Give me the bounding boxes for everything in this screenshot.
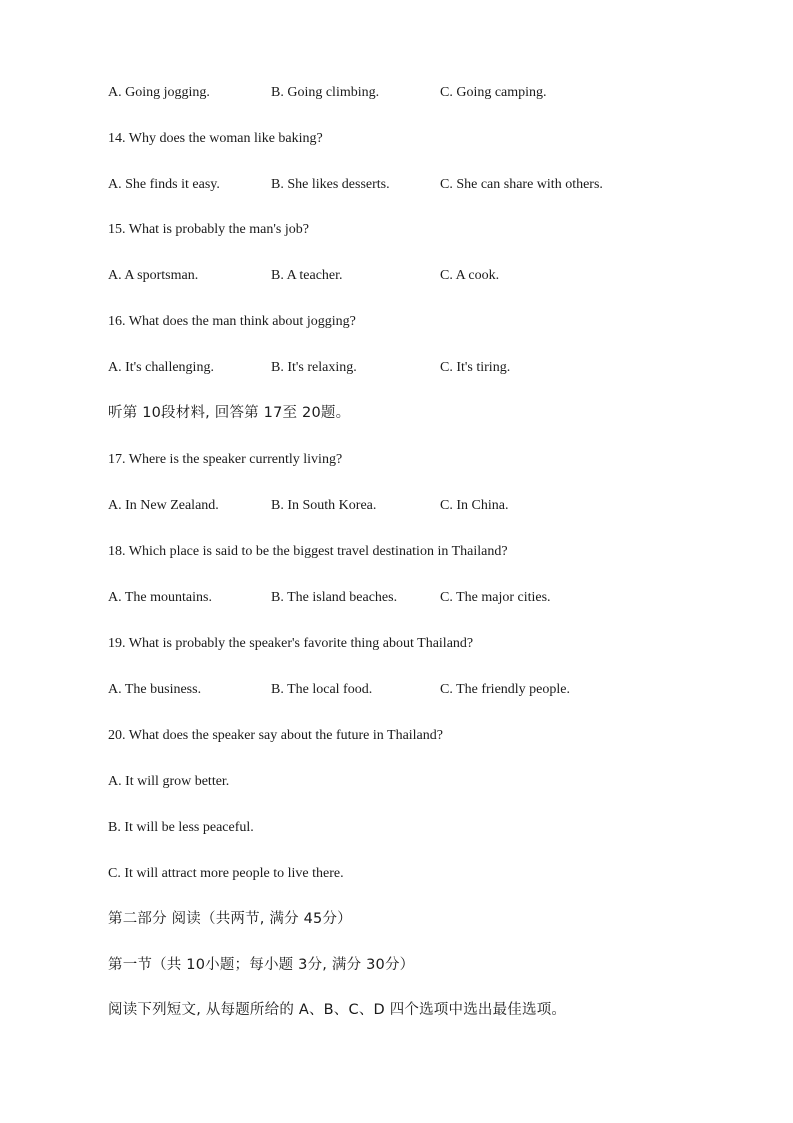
q20-option-c: C. It will attract more people to live there.: [108, 866, 344, 881]
q15-option-a: A. A sportsman.: [108, 268, 199, 283]
part2-title: 第二部分 阅读（共两节, 满分 45分）: [108, 911, 352, 927]
q16-option-b: B. It's relaxing.: [271, 360, 357, 375]
q20-question: 20. What does the speaker say about the future in Thailand?: [108, 728, 443, 743]
q17-option-a: A. In New Zealand.: [108, 498, 219, 513]
q18-option-c: C. The major cities.: [440, 590, 551, 605]
q20-option-b: B. It will be less peaceful.: [108, 820, 254, 835]
q13-option-b: B. Going climbing.: [271, 85, 380, 100]
q17-option-c: C. In China.: [440, 498, 509, 513]
q19-option-a: A. The business.: [108, 682, 202, 697]
q14-option-b: B. She likes desserts.: [271, 177, 390, 192]
q14-question: 14. Why does the woman like baking?: [108, 131, 323, 146]
section1-title: 第一节（共 10小题；每小题 3分, 满分 30分）: [108, 957, 415, 973]
q15-option-c: C. A cook.: [440, 268, 500, 283]
q15-option-b: B. A teacher.: [271, 268, 343, 283]
q18-question: 18. Which place is said to be the biggest travel destination in Thailand?: [108, 544, 508, 559]
section10-instruction: 听第 10段材料, 回答第 17至 20题。: [108, 405, 351, 421]
q16-question: 16. What does the man think about jogging?: [108, 314, 356, 329]
q19-question: 19. What is probably the speaker's favorite thing about Thailand?: [108, 636, 474, 651]
q13-option-a: A. Going jogging.: [108, 85, 210, 100]
q18-option-b: B. The island beaches.: [271, 590, 398, 605]
q16-option-a: A. It's challenging.: [108, 360, 214, 375]
q15-question: 15. What is probably the man's job?: [108, 222, 309, 237]
q14-option-a: A. She finds it easy.: [108, 177, 220, 192]
q13-option-c: C. Going camping.: [440, 85, 547, 100]
q19-option-c: C. The friendly people.: [440, 682, 570, 697]
reading-instruction: 阅读下列短文, 从每题所给的 A、B、C、D 四个选项中选出最佳选项。: [108, 1002, 567, 1018]
q17-option-b: B. In South Korea.: [271, 498, 377, 513]
q20-option-a: A. It will grow better.: [108, 774, 230, 789]
q14-option-c: C. She can share with others.: [440, 177, 603, 192]
q16-option-c: C. It's tiring.: [440, 360, 511, 375]
q18-option-a: A. The mountains.: [108, 590, 212, 605]
q17-question: 17. Where is the speaker currently living?: [108, 452, 343, 467]
q19-option-b: B. The local food.: [271, 682, 373, 697]
